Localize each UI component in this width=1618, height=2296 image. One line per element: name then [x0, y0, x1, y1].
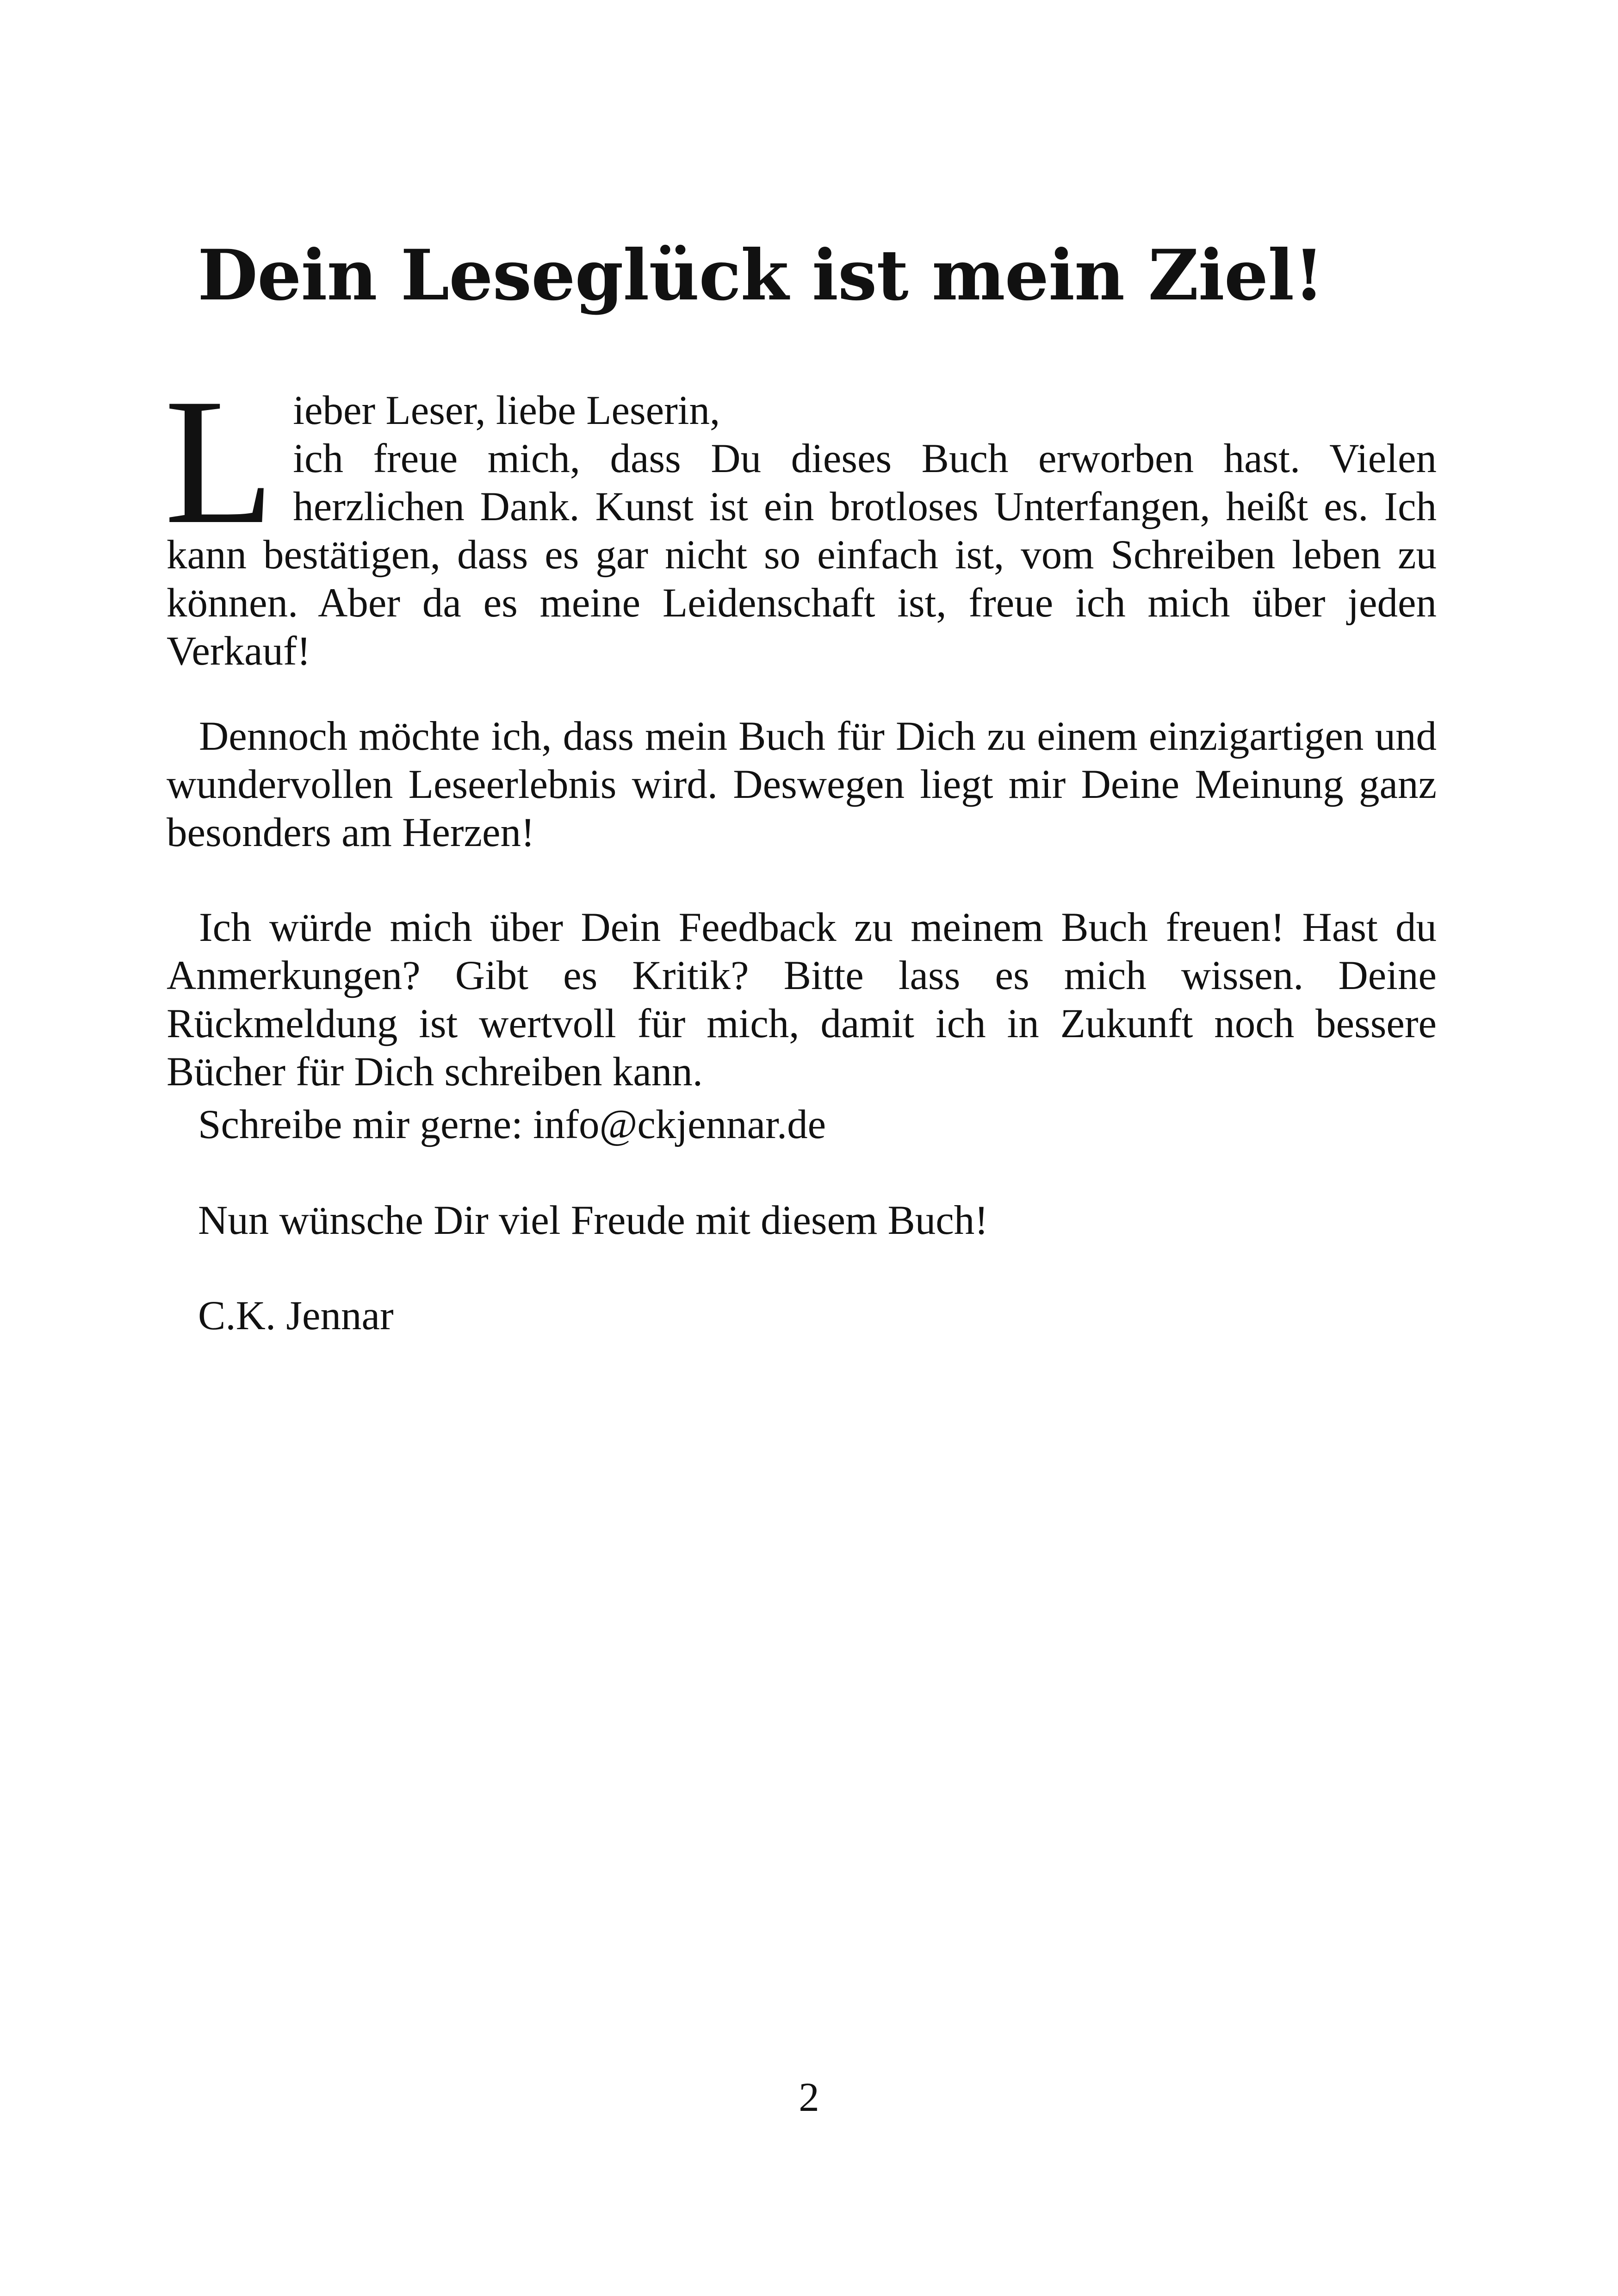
- page-title: Dein Leseglück ist mein Ziel!: [198, 235, 1324, 316]
- contact-line: Schreibe mir gerne: info@ckjennar.de: [198, 1102, 826, 1147]
- author-signature: C.K. Jennar: [198, 1293, 394, 1338]
- drop-cap: L: [164, 361, 275, 561]
- greeting-line: ieber Leser, liebe Leserin,: [293, 388, 720, 433]
- page-number: 2: [799, 2075, 819, 2120]
- intro-text: ich freue mich, dass Du dieses Buch erworben hast. Vielen herzlichen Dank. Kunst ist ein brotloses Unterfangen, heißt es. Ich kann bestätigen, dass es gar nicht so einfach ist, vom Schreiben leben zu können. Aber da es meine Leidenschaft ist, freue ich mich über jeden Verkauf!: [167, 436, 1437, 674]
- intro-paragraph: [164, 361, 1437, 675]
- paragraph-reading-experience: Dennoch möchte ich, dass mein Buch für Dich zu einem einzigartigen und wundervollen Leseerlebnis wird. Deswegen liegt mir Deine Meinung ganz besonders am Herzen!: [167, 714, 1437, 855]
- paragraph-feedback: Ich würde mich über Dein Feedback zu meinem Buch freuen! Hast du Anmerkungen? Gibt es Kritik? Bitte lass es mich wissen. Deine Rückmeldung ist wertvoll für mich, damit ich in Zukunft noch bessere Bücher für Dich schreiben kann.: [167, 905, 1437, 1095]
- closing-wish: Nun wünsche Dir viel Freude mit diesem Buch!: [198, 1198, 988, 1243]
